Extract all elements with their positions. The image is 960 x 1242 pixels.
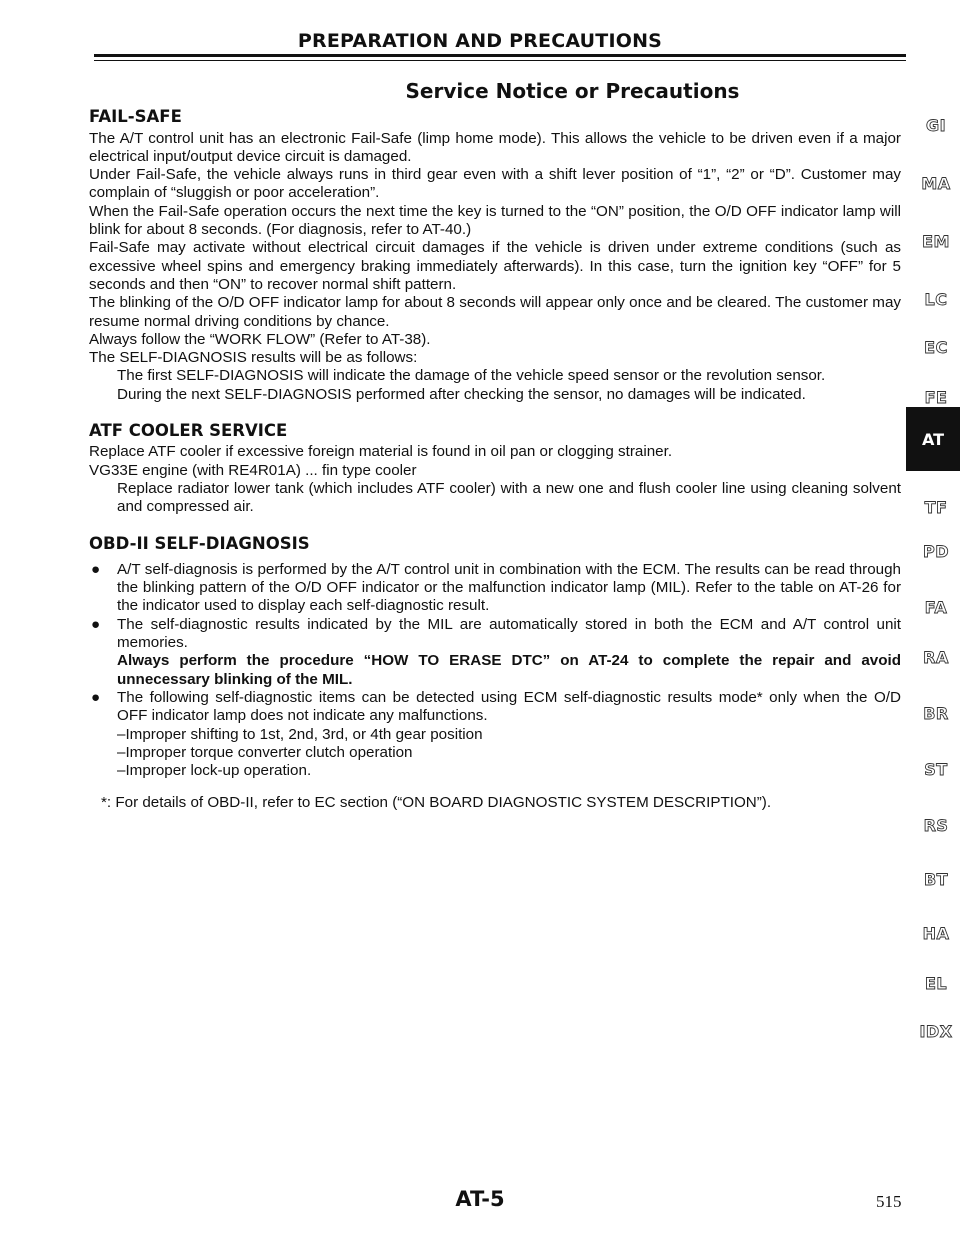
- paragraph: Fail-Safe may activate without electrical circuit damages if the vehicle is driven under extreme conditions (such as excessive wheel spins and emergency braking immediately afterwards). In this case, turn the ignition key “OFF” for 5 seconds and then “ON” to recover normal shift pattern.: [89, 239, 901, 293]
- sidebar-tab-lc[interactable]: LC: [924, 290, 948, 309]
- sidebar-tab-bt[interactable]: BT: [923, 870, 949, 889]
- header-rule: [94, 54, 906, 57]
- sidebar-tab-gi[interactable]: GI: [925, 116, 947, 135]
- indented-paragraph: Replace radiator lower tank (which includes ATF cooler) with a new one and flush cooler line using cleaning solvent and compressed air.: [117, 479, 901, 516]
- bullet-text: A/T self-diagnosis is performed by the A/T control unit in combination with the ECM. The results can be read through the blinking pattern of the O/D OFF indicator or the malfunction indicator lamp (MIL). Refer to the table on AT-26 for the indicator used to display each self-diagnostic result.: [117, 560, 901, 615]
- indented-paragraph: During the next SELF-DIAGNOSIS performed after checking the sensor, no damages will be indicated.: [117, 385, 806, 403]
- section-obd: [89, 535, 901, 813]
- paragraph: The blinking of the O/D OFF indicator lamp for about 8 seconds will appear only once and be cleared. The customer may resume normal driving conditions by chance.: [89, 294, 901, 330]
- list-item: [89, 561, 901, 616]
- sidebar-tab-at-active[interactable]: AT: [906, 407, 960, 471]
- paragraph: The SELF-DIAGNOSIS results will be as follows:: [89, 349, 418, 367]
- sidebar-tab-ra[interactable]: RA: [923, 648, 949, 667]
- footnote: *: For details of OBD-II, refer to EC section (“ON BOARD DIAGNOSTIC SYSTEM DESCRIPTION”).: [101, 794, 772, 812]
- sidebar-tab-idx[interactable]: IDX: [919, 1022, 953, 1041]
- sub-item: –Improper shifting to 1st, 2nd, 3rd, or 4th gear position: [117, 725, 483, 743]
- sidebar-tab-em[interactable]: EM: [922, 232, 950, 251]
- indented-paragraph: The first SELF-DIAGNOSIS will indicate the damage of the vehicle speed sensor or the revolution sensor.: [117, 367, 826, 385]
- sidebar-tab-el[interactable]: EL: [924, 974, 948, 993]
- section-heading: FAIL-SAFE: [89, 107, 182, 127]
- paragraph: When the Fail-Safe operation occurs the next time the key is turned to the “ON” position, the O/D OFF indicator lamp will blink for about 8 seconds. (For diagnosis, refer to AT-40.): [89, 202, 901, 239]
- section-heading: ATF COOLER SERVICE: [89, 421, 288, 441]
- sidebar-tab-fa[interactable]: FA: [924, 598, 948, 617]
- page-label: AT-5: [455, 1187, 505, 1211]
- bullet-icon: ●: [91, 560, 101, 578]
- bold-note: Always perform the procedure “HOW TO ERASE DTC” on AT-24 to complete the repair and avoid unnecessary blinking of the MIL.: [117, 652, 901, 688]
- sidebar-tab-st[interactable]: ST: [924, 760, 948, 779]
- section-index-sidebar: [906, 100, 960, 1060]
- bullet-text: The following self-diagnostic items can be detected using ECM self-diagnostic results mode* only when the O/D OFF indicator lamp does not indicate any malfunctions.: [117, 688, 901, 725]
- header-rule-thin: [94, 60, 906, 61]
- paragraph: Replace ATF cooler if excessive foreign material is found in oil pan or clogging strainer.: [89, 443, 673, 461]
- section-heading: OBD-II SELF-DIAGNOSIS: [89, 533, 310, 553]
- list-item: [89, 616, 901, 689]
- list-item: [89, 689, 901, 780]
- sidebar-tab-br[interactable]: BR: [923, 704, 949, 723]
- section-atf-cooler: [89, 422, 901, 516]
- sidebar-tab-ma[interactable]: MA: [921, 174, 951, 193]
- page-number: 515: [876, 1192, 902, 1211]
- paragraph: The A/T control unit has an electronic Fail-Safe (limp home mode). This allows the vehicle to be driven even if a major electrical input/output device circuit is damaged.: [89, 129, 901, 165]
- sidebar-tab-tf[interactable]: TF: [924, 498, 948, 517]
- paragraph: Under Fail-Safe, the vehicle always runs in third gear even with a shift lever position of “1”, “2” or “D”. Customer may complain of “sluggish or poor acceleration”.: [89, 166, 901, 202]
- sidebar-tab-ha[interactable]: HA: [922, 924, 950, 943]
- bullet-text: The self-diagnostic results indicated by the MIL are automatically stored in both the ECM and A/T control unit memories.: [117, 615, 901, 652]
- sub-item: –Improper torque converter clutch operation: [117, 743, 413, 761]
- main-content: [89, 80, 901, 827]
- page-header-title: PREPARATION AND PRECAUTIONS: [297, 30, 663, 52]
- section-failsafe: [89, 108, 901, 404]
- bullet-icon: ●: [91, 688, 101, 706]
- sidebar-tab-fe[interactable]: FE: [924, 388, 948, 407]
- paragraph: Always follow the “WORK FLOW” (Refer to AT-38).: [89, 330, 431, 348]
- bullet-icon: ●: [91, 615, 101, 633]
- paragraph: VG33E engine (with RE4R01A) ... fin type cooler: [89, 461, 417, 479]
- sidebar-tab-ec[interactable]: EC: [924, 338, 948, 357]
- sidebar-tab-rs[interactable]: RS: [923, 816, 949, 835]
- service-title: Service Notice or Precautions: [405, 79, 740, 103]
- sidebar-tab-pd[interactable]: PD: [922, 542, 949, 561]
- sub-item: –Improper lock-up operation.: [117, 762, 312, 780]
